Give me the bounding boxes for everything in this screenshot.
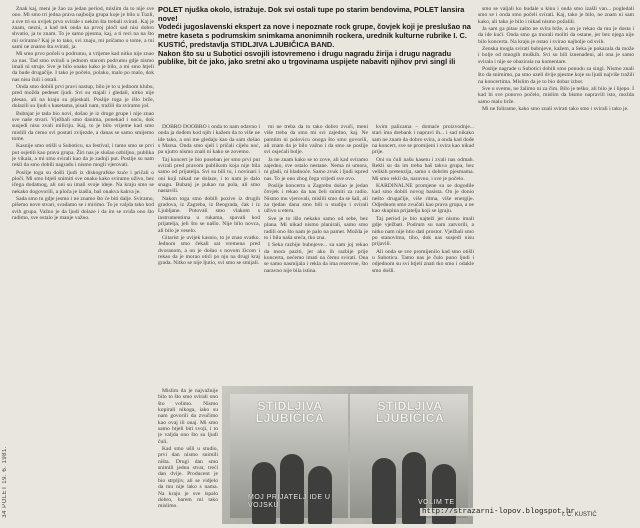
author-signature: I. C. KUSTIĆ [562,512,597,518]
paragraph: DOBRO DOOBRO i onda to nam odavno i onda ja dođem kod njih i kažem da to više ne ide tako, a oni me gledaju kao da sam došao s Marsa. Onda smo sjeli i pričali cijelu noć, pa ujutro nismo znali ni kako se zovemo. [158,124,260,156]
lead-paragraph-2: Vodeći jugoslavenski ekspert za nove i nepoznate rock grupe, čovjek koji je preslušao na metre kaseta s podrumskim snimkama anonimnih rockera, urednik kulturne rubrike I. C. KUSTIĆ, predstavlja STIDLJIVA LJUBIČICA BAND. [158,22,471,49]
paragraph: Sve je to išlo nekako samo od sebe, bez plana. Mi nikad nismo planirali, samo smo radili ono što nam je palo na pamet. Možda je to i bila naša sreća, tko zna. [264,215,368,241]
band-photo-record-sleeves [222,386,473,524]
blog-url-watermark: http://strazarni-lopov.blogspot.hr [422,508,576,516]
lead-paragraph-3: Nakon što su u Subotici osvojili istovremeno i drugu nagradu žirija i drugu nagradu publike, bit će jako, jako sretni ako u trgovinama uspijete nabaviti njihov prvi singl ili [158,48,456,67]
paragraph: Poslije koncerta u Zagrebu došao je jedan čovjek i rekao da nas želi snimiti za radio. Nismo mu vjerovali, mislili smo da se šali, ali za tjedan dana smo bili u studiju i svirali uživo u eteru. [264,183,368,215]
paragraph: kvim palicama – domaće proizvodnje... stari ima drebank i napravi ih... i sad nikako sam ne znam da dobro svira, a onda kad dođe na koncert, sve se promijeni i svira kao nikad prije. [372,124,474,156]
page-edge-label [0,0,10,528]
single-title-right: VOLIM TE [418,499,455,506]
paragraph: Gitarist je uvijek kasnio, to je znao svatko. Jednom smo čekali sat vremena pred dvoranom, a on je došao s novom žicom i rekao da je morao otići po nju na drugi kraj grada. Nitko se nije ljutio, svi smo se smijali. [158,234,260,267]
band-logo-right: STIDLJIVA LJUBIČICA [375,399,445,425]
paragraph: Mislim da je najvažnije bilo to što smo svirali ono što volimo. Nismo kopirali nikoga, iako su nam govorili da zvučimo kao ovaj ili onaj. Mi smo samo htjeli biti svoji, i to je valjda ono što su ljudi čuli. [158,388,218,445]
band-member-figure [372,458,396,524]
paragraph: Ja ne znam kako se to zove, ali kad sviramo zajedno, sve ostalo nestane. Nema ni umora, ni gladi, ni hladnoće. Samo zvuk i ljudi ispred nas. To je ono zbog čega vrijedi sve ovo. [264,156,368,182]
paragraph: Zenska mogla svirati bubnjeve, kažem, a Seka je pokazala da može i bolje od mnogih muških. Svi su bili iznenađeni, ali ona je samo svirala i nije se obazirala na komentare. [478,46,634,65]
paragraph: Mi ne folirame, kako smo znali svirati tako smo i svirali i tako je. [482,106,629,113]
paragraph: Taj period je bio najteži jer nismo imali gdje vježbati. Podrum su nam zatvorili, a nitko nam nije htio dati prostor. Vježbali smo po stanovima, tiho, dok nas susjedi nisu prijavili. [372,215,474,248]
paragraph: Oni su čuli našu kasetu i zvali nas odmah. Rekli su da im treba baš takva grupa, bez velikih pretenzija, samo s dobrim pjesmama. Mi smo rekli da, naravno, i sve je počelo. [372,156,474,182]
text-column-1 [12,6,154,524]
paragraph: Mi smo prvo počeli u podrumu, u vrijeme kad nitko nije znao za nas. Tad smo svirali u jednom starom podrumu gdje nismo imali ni struje. Sve je bilo onako kako je bilo, a mi smo htjeli da bude drugačije. I tako je počelo, polako, malo po malo, dok nas nisu čuli i ostali. [12,51,154,83]
text-column-3 [264,124,368,384]
text-column-2 [158,124,260,384]
paragraph: smo se valjali ko budale u kinu i onda smo izašli van... pogledali smo se i onda smo počeli svirati. Kaj, tako je bilo, ne znam ni sam kako, ali tako je bilo i nikad nismo požalili. [478,6,634,25]
paragraph: Sve u svemu, ne žalimo ni za čim. Bilo je teško, ali bilo je i lijepo. I kad bi sve ponovo počelo, mislim da bismo napravili isto, možda samo malo brže. [478,86,634,105]
text-column-2-lower [158,388,218,524]
lead-paragraph-1: POLET njuška okolo, istražuje. Dok svi ostali tupe po starim bendovima, POLET lansira nove! [158,6,465,23]
paragraph: KARDINALNE promjene su se dogodile kad smo dobili novog basista. On je donio nešto drugačije, više ritma, više energije. Odjednom smo zvučali kao prava grupa, a ne kao skupina prijatelja koji se igraju. [372,183,474,215]
paragraph: mi ne treba da to tako dobro zvuči, meni više treba da smo mi svi zajedno, kaj. Ne pamtim ni polovicu onoga što smo govorili, ali znam da je bilo važno i da smo se poslije svi osjećali bolje. [264,124,368,156]
paragraph: Onda smo dobili prvi pravi nastup, bilo je to u jednom klubu, pred možda pedeset ljudi. Svi su stajali i gledali, nitko nije plesao, ali na kraju su pljeskali. Poslije toga je išlo brže, dolazili su ljudi s kasetama, pisali nam, tražili da sviramo još. [12,84,154,110]
issue-date-label: 34 POLET 19. 6. 1981. [2,446,8,518]
paragraph: Poslije toga su došli ljudi iz diskografske kuće i pričali o ploči. Mi smo htjeli snimiti sve onako kako sviramo uživo, bez ičega dodatnog, ali oni su imali svoje ideje. Na kraju smo se nekako dogovorili, a ploča je izašla, baš onakva kakva je. [12,169,154,195]
single-title-left: MOJ PRIJATELJ IDE U VOJSKU [248,494,331,509]
paragraph: Bubnjar je tada bio novi, došao je iz druge grupe i nije znao sve naše stvari. Vježbali smo danima, ponekad i noću, dok susjedi nisu zvali miliciju. Kaj, to je bilo vrijeme kad smo mislili da ćemo svi postati zvijezde, a danas se samo smijemo tome. [12,110,154,142]
paragraph: Nakon toga smo dobili pozive iz drugih gradova, iz Zagreba, iz Beograda, čak i iz Ljubljane. Putovali smo vlakom s instrumentima u rukama, spavali kod prijatelja, jeli što se našlo. Nije bilo novca, ali bilo je veselo. [158,195,260,234]
band-member-figure [280,454,304,524]
paragraph: Ali onda se sve promijenilo kad smo otišli u Suboticu. Tamo nas je čulo puno ljudi i odjednom su svi htjeli znati tko smo i odakle smo došli. [372,248,474,274]
paragraph: Poslije nagrade u Subotici dobili smo ponudu za singl. Nismo znali što da snimimo, pa smo uzeli dvije pjesme koje su ljudi najviše tražili na koncertima. Mislim da je to bio dobar izbor. [478,66,634,85]
paragraph: I Seka razbije bubnjeve... sa sam joj rekao da mora paziti, jer ako ih razbije prije koncerta, nećemo imati na čemu svirati. Ona se samo nasmijala i rekla da ima rezervne, što naravno nije bila istina. [264,242,368,274]
paragraph: Taj koncert je bio poseban jer smo prvi put svirali pred pravom publikom koja nije bila samo od prijatelja. Svi su bili tu, i novinari i oni koji nikad ne dolaze, i to nam je dalo snagu. Bubanj je pukao na pola, ali smo nastavili. [158,156,260,195]
band-member-figure [252,462,276,524]
paragraph: Kad smo ušli u studio, prvi dan nismo snimili ništa. Drugi dan smo snimili jednu stvar, treći dan dvije. Producent je bio strpljiv, ali se vidjelo da mu nije lako s nama. Na kraju je sve ispalo dobro, barem mi tako mislimo. [158,446,218,510]
paragraph: Sada smo tu gdje jesmo i ne znamo što će biti dalje. Sviramo, pišemo nove stvari, svađamo se i mirimo. To je valjda tako kod svih grupa. Važno je da ljudi dolaze i da im se sviđa ono što radimo, sve ostalo je manje važno. [12,195,154,221]
paragraph: Kasnije smo otišli u Suboticu, na festival, i tamo smo se prvi put osjetili kao prava grupa. Žiri nas je slušao ozbiljno, publika je vikala, a mi smo svirali kao da je zadnji put. Poslije su nam rekli da smo dobili nagradu i nismo mogli vjerovati. [12,143,154,169]
text-column-5 [478,6,634,506]
paragraph: Znak kaj, meni je žao za jedan period, mislim da to nije sve ono. Mi smo tri jedna prava najbolja grupa koje je bilo u Tuzli, a sve tri su uvijek prvo svirale s nekim šta trebali svirati. Kaj je znam, nezni, a kad tek onda na prvoj ploči sad nisi dobro shvatio, ja to znam. To je samo pjesma, kaj, a ti reci na na što mi sviramo? Kaj je to tako, svi znaju, mi pričamo o tome, a mi sami ne znamo šta svirati, ja. [12,6,154,51]
article-lead [158,6,474,120]
text-column-4 [372,124,474,384]
paragraph: Ja sam ga pitao zašto ne svira brže, a on je rekao da mu je dosta i da ide kući. Onda smo ga morali moliti da ostane, jer bez njega nije bilo koncerta. Na kraju je ostao i svirao najbolje od svih. [478,26,634,45]
band-logo-left: STIDLJIVA LJUBIČICA [255,399,325,425]
